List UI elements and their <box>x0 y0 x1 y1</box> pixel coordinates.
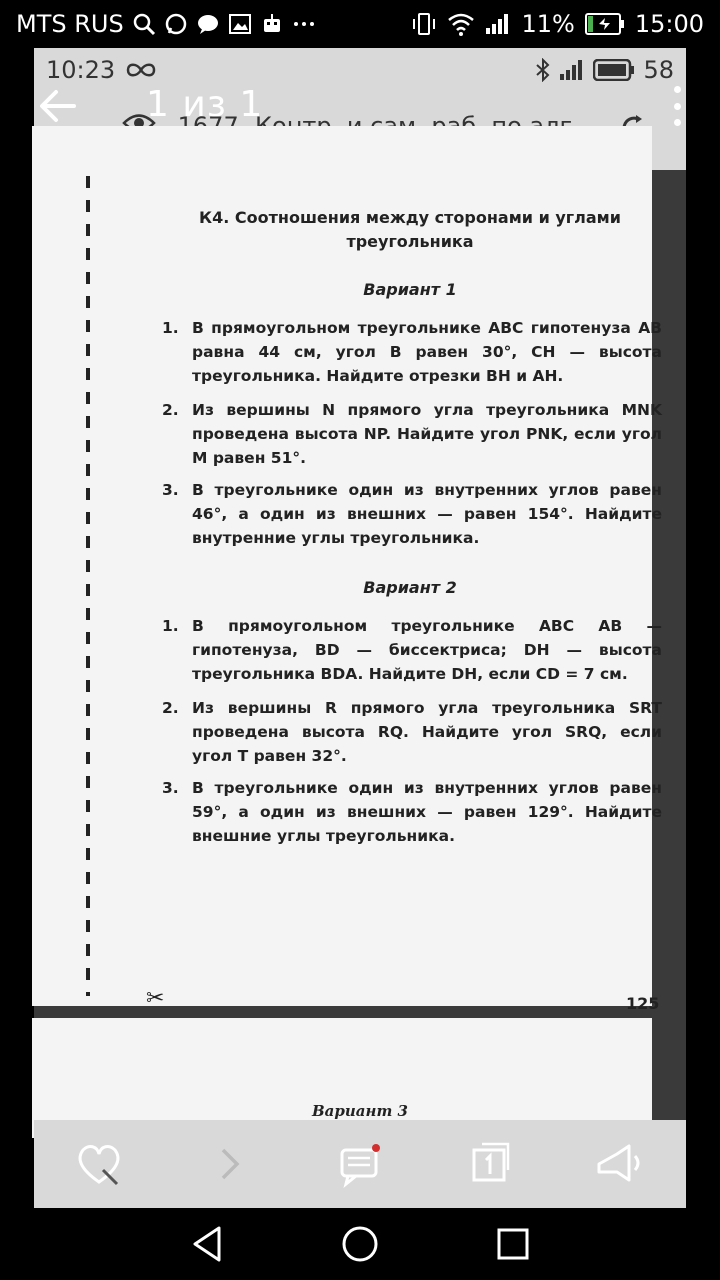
arrow-left-icon <box>38 86 78 126</box>
document-title-line1: К4. Соотношения между сторонами и углами <box>199 208 621 227</box>
problem-number: 2. <box>162 401 179 419</box>
robot-icon <box>260 12 284 36</box>
document-title-line2: треугольника <box>346 232 474 251</box>
problem-text: В прямоугольном треугольнике ABC AB — гипотенуза, BD — биссектриса; DH — высота треугольника BDA. Найдите DH, если CD = 7 см. <box>192 617 662 683</box>
problem-number: 3. <box>162 779 179 797</box>
bluetooth-icon <box>535 58 551 82</box>
inner-signal-icon <box>559 58 585 82</box>
inner-battery-level: 58 <box>643 56 674 84</box>
problem-text: Из вершины N прямого угла треугольника MNK проведена высота NP. Найдите угол PNK, если угол M равен 51°. <box>192 401 662 467</box>
megaphone-icon <box>595 1142 647 1186</box>
problem-text: В прямоугольном треугольнике ABC гипотенуза AB равна 44 см, угол B равен 30°, CH — высота треугольника. Найдите отрезки BH и AH. <box>192 319 662 385</box>
variant-3-heading: Вариант 3 <box>312 1102 408 1120</box>
chevron-right-icon <box>215 1144 245 1184</box>
inner-battery-icon <box>593 59 635 81</box>
clock: 15:00 <box>634 10 704 38</box>
heart-icon <box>75 1142 123 1186</box>
page-counter: 1 из 1 <box>146 84 264 125</box>
more-notifications-icon <box>292 12 316 36</box>
inner-clock: 10:23 <box>46 56 116 84</box>
document-title <box>190 206 630 254</box>
forward-button[interactable] <box>200 1134 260 1194</box>
scissors-icon: ✂ <box>146 986 165 1011</box>
inner-status-bar <box>34 48 686 92</box>
nav-home-button[interactable] <box>332 1216 388 1272</box>
system-status-bar <box>0 0 720 48</box>
vibrate-icon <box>411 12 437 36</box>
problem-v2-1 <box>162 614 662 686</box>
comment-icon <box>336 1140 384 1188</box>
battery-charging-icon <box>585 13 625 35</box>
battery-percent: 11% <box>521 10 575 38</box>
problem-v2-3 <box>162 776 662 848</box>
signal-icon <box>485 12 511 36</box>
problem-number: 3. <box>162 481 179 499</box>
back-button[interactable] <box>38 86 78 126</box>
system-nav-bar <box>0 1208 720 1280</box>
problem-number: 1. <box>162 319 179 337</box>
viewer-action-bar <box>34 1120 686 1208</box>
carrier-name: MTS RUS <box>16 10 124 38</box>
whatsapp-icon <box>164 12 188 36</box>
nav-recents-button[interactable] <box>485 1216 541 1272</box>
problem-text: В треугольнике один из внутренних углов равен 46°, а один из внешних — равен 154°. Найдите внутренние углы треугольника. <box>192 481 662 547</box>
problem-v1-2 <box>162 398 662 470</box>
problem-v1-3 <box>162 478 662 550</box>
problem-v1-1 <box>162 316 662 388</box>
infinity-icon <box>125 61 157 79</box>
problem-text: В треугольнике один из внутренних углов равен 59°, а один из внешних — равен 129°. Найдите внешние углы треугольника. <box>192 779 662 845</box>
document-page <box>32 126 652 1006</box>
page-number: 125 <box>626 994 660 1013</box>
nav-back-button[interactable] <box>179 1216 235 1272</box>
variant-2-heading: Вариант 2 <box>363 578 457 597</box>
problem-number: 1. <box>162 617 179 635</box>
message-icon <box>196 12 220 36</box>
comments-button[interactable] <box>330 1134 390 1194</box>
triangle-back-icon <box>189 1224 225 1264</box>
more-options-button[interactable] <box>670 86 684 126</box>
problem-number: 2. <box>162 699 179 717</box>
cut-line <box>86 176 90 996</box>
page-view-button[interactable] <box>460 1134 520 1194</box>
page-one-icon <box>468 1142 512 1186</box>
problem-text: Из вершины R прямого угла треугольника SRT проведена высота RQ. Найдите угол SRQ, если угол T равен 32°. <box>192 699 662 765</box>
problem-v2-2 <box>162 696 662 768</box>
wifi-icon <box>447 12 475 36</box>
square-recents-icon <box>495 1226 531 1262</box>
variant-1-heading: Вариант 1 <box>363 280 457 299</box>
search-icon <box>132 12 156 36</box>
circle-home-icon <box>340 1224 380 1264</box>
favorite-button[interactable] <box>69 1134 129 1194</box>
share-button[interactable] <box>591 1134 651 1194</box>
image-icon <box>228 12 252 36</box>
